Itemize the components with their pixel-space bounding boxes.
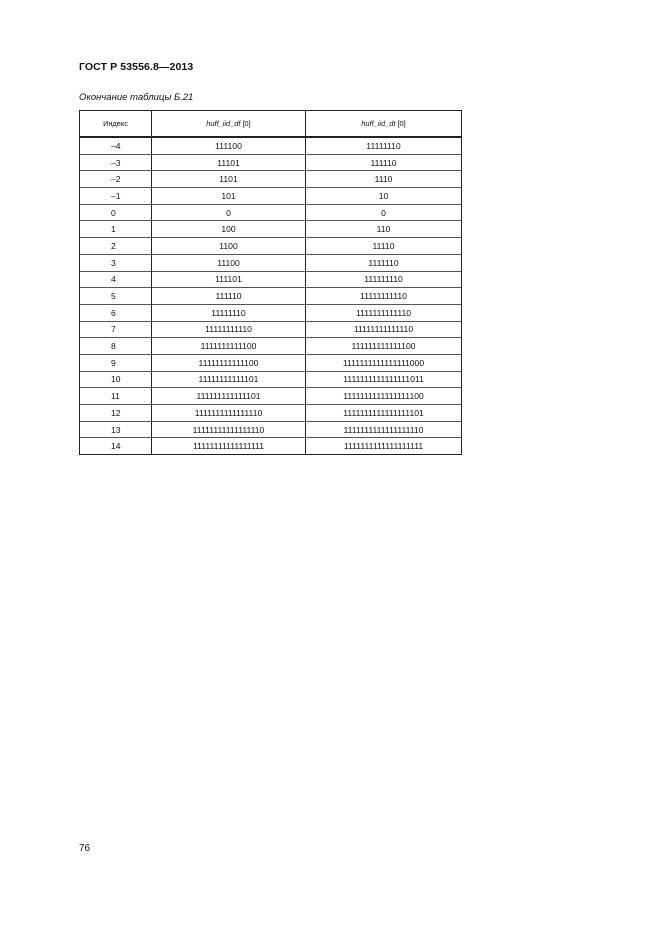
table-row xyxy=(80,154,462,171)
iid-dt-cell: 10 xyxy=(306,188,462,205)
iid-dt-cell: 1111111111110 xyxy=(306,304,462,321)
column-header-iid-dt-name: huff_iid_dt xyxy=(361,119,396,128)
table-row xyxy=(80,405,462,422)
iid-dt-cell: 1111110 xyxy=(306,254,462,271)
iid-dt-cell: 1111111111111111111 xyxy=(306,438,462,455)
table-row xyxy=(80,221,462,238)
index-cell: 2 xyxy=(80,238,152,255)
iid-df-cell: 11111111111111111 xyxy=(152,438,306,455)
iid-df-cell: 11101 xyxy=(152,154,306,171)
index-cell: 13 xyxy=(80,421,152,438)
table-row xyxy=(80,271,462,288)
table-row xyxy=(80,288,462,305)
iid-df-cell: 111111111111101 xyxy=(152,388,306,405)
iid-dt-cell: 1111111111111111000 xyxy=(306,354,462,371)
iid-dt-cell: 1111111111111111011 xyxy=(306,371,462,388)
table-row xyxy=(80,321,462,338)
page-number: 76 xyxy=(79,843,91,854)
iid-df-cell: 11111111111101 xyxy=(152,371,306,388)
iid-df-cell: 1111111111111110 xyxy=(152,405,306,422)
index-cell: 9 xyxy=(80,354,152,371)
iid-dt-cell: 0 xyxy=(306,204,462,221)
table-row xyxy=(80,354,462,371)
iid-dt-cell: 111111110 xyxy=(306,271,462,288)
column-header-iid-df xyxy=(152,111,306,138)
iid-dt-cell: 111111111111100 xyxy=(306,338,462,355)
iid-df-cell: 111101 xyxy=(152,271,306,288)
iid-df-cell: 0 xyxy=(152,204,306,221)
index-cell: 6 xyxy=(80,304,152,321)
index-cell: –1 xyxy=(80,188,152,205)
iid-df-cell: 111110 xyxy=(152,288,306,305)
index-cell: 12 xyxy=(80,405,152,422)
iid-dt-cell: 1111111111111111100 xyxy=(306,388,462,405)
column-header-iid-dt xyxy=(306,111,462,138)
index-cell: –3 xyxy=(80,154,152,171)
table-row xyxy=(80,204,462,221)
table-row xyxy=(80,421,462,438)
iid-df-cell: 1101 xyxy=(152,171,306,188)
iid-df-cell: 100 xyxy=(152,221,306,238)
table-caption: Окончание таблицы Б.21 xyxy=(79,92,194,103)
index-cell: –4 xyxy=(80,137,152,154)
index-cell: 10 xyxy=(80,371,152,388)
iid-df-cell: 101 xyxy=(152,188,306,205)
table-row xyxy=(80,171,462,188)
iid-dt-cell: 111110 xyxy=(306,154,462,171)
iid-df-cell: 111100 xyxy=(152,137,306,154)
column-header-iid-dt-suffix: [0] xyxy=(395,119,406,128)
iid-dt-cell: 110 xyxy=(306,221,462,238)
index-cell: 14 xyxy=(80,438,152,455)
iid-df-cell: 11111111111100 xyxy=(152,354,306,371)
table-row xyxy=(80,438,462,455)
index-cell: 5 xyxy=(80,288,152,305)
index-cell: 4 xyxy=(80,271,152,288)
index-cell: 11 xyxy=(80,388,152,405)
table-body xyxy=(80,137,462,455)
table-row xyxy=(80,388,462,405)
iid-df-cell: 1111111111100 xyxy=(152,338,306,355)
column-header-iid-df-suffix: [0] xyxy=(240,119,251,128)
huffman-table xyxy=(79,110,462,455)
iid-dt-cell: 1111111111111111101 xyxy=(306,405,462,422)
iid-dt-cell: 1111111111111111110 xyxy=(306,421,462,438)
table-row xyxy=(80,188,462,205)
table-header-row xyxy=(80,111,462,138)
iid-dt-cell: 11111111110 xyxy=(306,288,462,305)
index-cell: 3 xyxy=(80,254,152,271)
table-row xyxy=(80,137,462,154)
table-row xyxy=(80,254,462,271)
index-cell: –2 xyxy=(80,171,152,188)
table-row xyxy=(80,371,462,388)
index-cell: 7 xyxy=(80,321,152,338)
table-row xyxy=(80,304,462,321)
iid-df-cell: 1100 xyxy=(152,238,306,255)
column-header-index: Индекс xyxy=(80,111,152,138)
iid-df-cell: 11111111110 xyxy=(152,321,306,338)
iid-dt-cell: 11110 xyxy=(306,238,462,255)
iid-df-cell: 11111111111111110 xyxy=(152,421,306,438)
iid-df-cell: 11100 xyxy=(152,254,306,271)
index-cell: 0 xyxy=(80,204,152,221)
iid-dt-cell: 11111111111110 xyxy=(306,321,462,338)
iid-df-cell: 11111110 xyxy=(152,304,306,321)
iid-dt-cell: 11111110 xyxy=(306,137,462,154)
table-row xyxy=(80,238,462,255)
index-cell: 8 xyxy=(80,338,152,355)
column-header-iid-df-name: huff_iid_df xyxy=(206,119,241,128)
index-cell: 1 xyxy=(80,221,152,238)
document-header: ГОСТ Р 53556.8—2013 xyxy=(79,61,194,73)
iid-dt-cell: 1110 xyxy=(306,171,462,188)
table-row xyxy=(80,338,462,355)
